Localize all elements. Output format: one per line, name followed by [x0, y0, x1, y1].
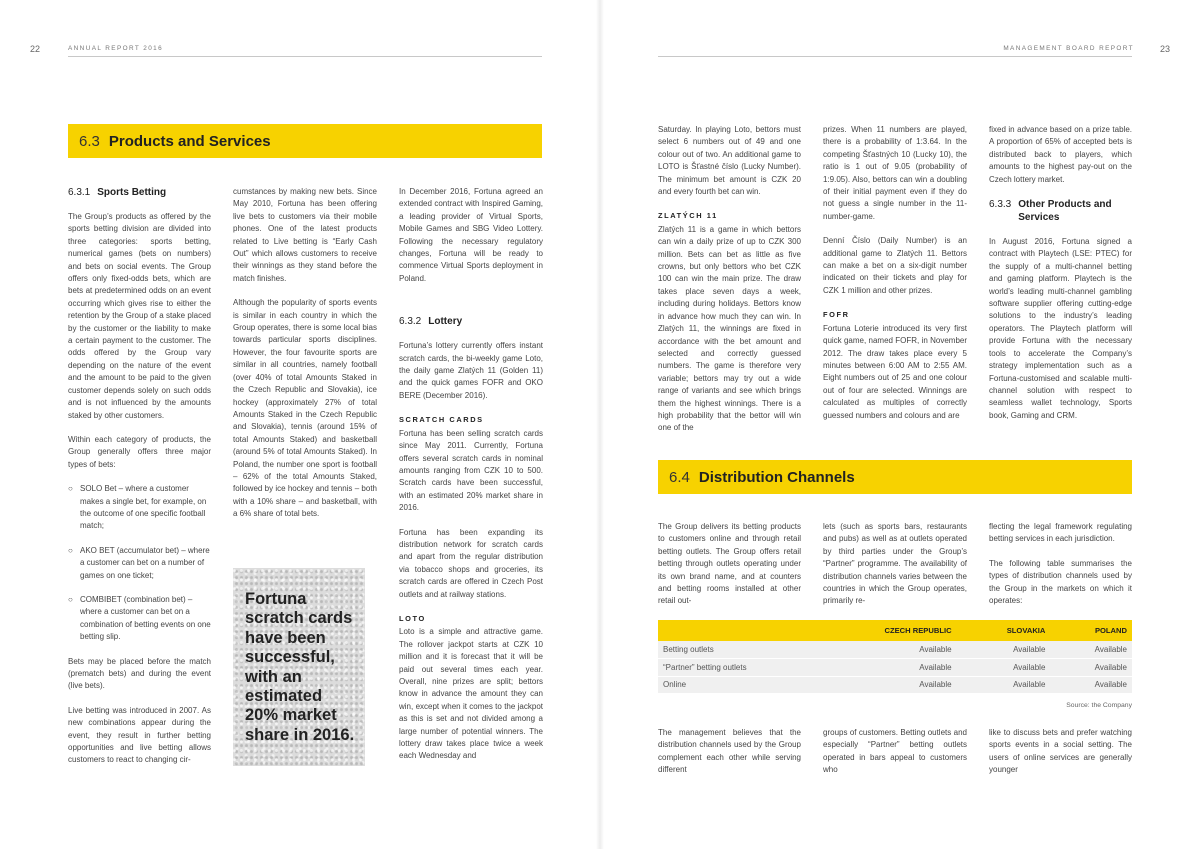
- right-column-1: [658, 124, 801, 432]
- section-title: Products and Services: [108, 132, 271, 150]
- header-rule-right: [658, 56, 1132, 57]
- paragraph: Loto is a simple and attractive game. The rollover jackpot starts at CZK 10 million and it is forecast that it will be paid out several times each year. Overall, nine prizes are split; bettors know in advance the amount they can win, except when it comes to the jackpot as this is set and not divided among a large number of potential winners. The lottery draw takes place twice a week each Wednesday and: [399, 627, 543, 761]
- subsection-heading-lottery: 6.3.2 Lottery: [399, 316, 463, 328]
- distribution-column-2: [823, 521, 967, 606]
- distribution-column-3: [989, 521, 1132, 606]
- header-rule-left: [68, 56, 542, 57]
- table-source-note: Source: the Company: [1066, 702, 1132, 709]
- paragraph: prizes. When 11 numbers are played, there is a probability of 1:3.64. In the competing Šťastných 10 (Lucky 10), the ratio is 1 out of 9.05 (probability of 1:9.05). Also, bettors can win a doubling of their initial payment even if they do not guess a single number in the 11-number-game.: [823, 125, 967, 221]
- table-header-cell: CZECH REPUBLIC: [808, 620, 957, 641]
- table-header-cell: SLOVAKIA: [957, 620, 1051, 641]
- paragraph: In August 2016, Fortuna signed a contract with Playtech (LSE: PTEC) for the supply of a multi-channel betting and gaming platform. Playtech is the world’s leading multi-channel gambling software supplier offering cutting-edge solutions to the industry’s leading operators. The Playtech platform will provide Fortuna with the necessary tools to accelerate the Company’s strategy implementation such as a Fortuna-customised and scalable multi-channel solution with respect to seamless wallet technology, Sports book, Gaming and CRM.: [989, 237, 1132, 420]
- table-cell: Online: [658, 676, 808, 694]
- page-number-right: 23: [1160, 44, 1171, 54]
- section-banner-products: [68, 124, 542, 158]
- paragraph: Although the popularity of sports events is similar in each country in which the Group operates, there is some local bias towards particular sports disciplines. However, the four favourite sports are similar in all countries, namely football (over 40% of total Amounts Staked in the Czech Republic and Slovakia), ice hockey (approximately 27% of total Amounts Staked in the Czech Republic and Slovakia), tennis (around 15% of total Amounts Staked) and basketball (around 5% of total Amounts Staked). In Poland, the number one sport is football – 62% of the total Amounts Staked, followed by ice hockey and tennis – both with a 10% share – and basketball, with a 6% share of total bets.: [233, 298, 377, 519]
- paragraph: Saturday. In playing Loto, bettors must select 6 numbers out of 49 and one colour out of two. An additional game to LOTO is Šťastné číslo (Lucky Number). The minimum bet amount is CZK 20 and every fourth bet can win.: [658, 125, 801, 197]
- distribution-channels-table: [658, 620, 1132, 694]
- page-number-left: 22: [30, 44, 41, 54]
- right-column-2: [823, 124, 967, 432]
- paragraph: Fortuna has been expanding its distribution network for scratch cards and apart from the regular distribution via tobacco shops and groceries, its scratch cards are offered in Czech Post outlets and at railway stations.: [399, 527, 543, 599]
- table-cell: Available: [957, 659, 1051, 677]
- table-header-row: [658, 620, 1132, 641]
- section-title: Distribution Channels: [698, 468, 855, 486]
- table-row: [658, 641, 1132, 659]
- running-header-right: MANAGEMENT BOARD REPORT: [1003, 45, 1134, 52]
- table-cell: Available: [1050, 676, 1132, 694]
- paragraph: Live betting was introduced in 2007. As new combinations appear during the event, they result in further betting opportunities and live betting allows customers to react to changing cir-: [68, 705, 211, 765]
- running-header-left: ANNUAL REPORT 2016: [68, 45, 164, 52]
- paragraph: The Group delivers its betting products to customers online and through retail betting outlets. The Group offers retail betting through outlets operating under its own brand name, and at counters and betting rooms installed at other retail out-: [658, 522, 801, 606]
- right-column-3: [989, 124, 1132, 432]
- table-cell: “Partner” betting outlets: [658, 659, 808, 677]
- paragraph: The following table summarises the types of distribution channels used by the Group in the markets on which it operates:: [989, 558, 1132, 606]
- table-cell: Available: [808, 676, 957, 694]
- paragraph: lets (such as sports bars, restaurants and pubs) as well as at outlets operated by third parties under the Group’s “Partner” programme. The availability of distribution channels varies between the countries in which the Group operates, primarily re-: [823, 522, 967, 606]
- subsection-heading-other-products: 6.3.3 Other Products and Services: [989, 199, 1112, 224]
- paragraph: Zlatých 11 is a game in which bettors can win a daily prize of up to CZK 300 million. Bets can bet as little as five crowns, but only bettors who bet CZK 100 can win the main prize. The draw takes place seven days a week, including during holidays. Bettors know in advance how much they can win. In Zlatých 11, the winnings are fixed in accordance with the bet amount and selected and correctly guessed numbers. The game is therefore very variable; bettors may try out a wide range of variants and see which brings them the highest winnings. There is a high probability that the bettor will win one of the: [658, 224, 801, 433]
- bullet-icon: ○: [68, 594, 73, 604]
- section-number: 6.4: [669, 468, 690, 486]
- left-column-2: [233, 186, 377, 556]
- caps-heading-loto: LOTO: [399, 613, 426, 623]
- caps-heading-scratch-cards: SCRATCH CARDS: [399, 415, 484, 425]
- paragraph: Fortuna’s lottery currently offers instant scratch cards, the bi-weekly game Loto, the daily game Zlatých 11 (Golden 11) and the quick games FOFR and OKO BERE (December 2016).: [399, 341, 543, 400]
- paragraph: fixed in advance based on a prize table. A proportion of 65% of accepted bets is distributed back to players, which amounts to the highest pay-out on the Czech lottery market.: [989, 125, 1132, 184]
- paragraph: Fortuna has been selling scratch cards since May 2011. Currently, Fortuna offers several scratch cards in nominal amounts ranging from CZK 10 to 500. Scratch cards have been successful, with an estimated 20% market share in 2016.: [399, 428, 543, 513]
- caps-heading-zlatych-11: ZLATÝCH 11: [658, 211, 718, 221]
- paragraph: In December 2016, Fortuna agreed an extended contract with Inspired Gaming, a leading provider of Virtual Sports, Mobile Games and SBG Video Lottery. Following the necessary regulatory changes, Fortuna will be ready to commence Virtual Sports deployment in Poland.: [399, 187, 543, 283]
- paragraph: The management believes that the distribution channels used by the Group complement each other while serving different: [658, 728, 801, 775]
- paragraph: flecting the legal framework regulating betting services in each jurisdiction.: [989, 522, 1132, 544]
- section-banner-distribution: [658, 460, 1132, 494]
- paragraph: The Group’s products as offered by the sports betting division are divided into three categories: sports betting, numerical games (bets on numbers) and bets on social events. The Group offers only fixed-odds bets, which are bets at predetermined odds on an event occurring which gives rise to either the retention by the Group of a stake placed by the customer or the liability to make a certain payment to the customer. The odds offered by the Group vary depending on the nature of the event and the amount to be paid to the given customer depends solely on such odds and is not influenced by the amounts staked by other customers.: [68, 212, 211, 420]
- table-cell: Available: [957, 676, 1051, 694]
- caps-heading-fofr: FOFR: [823, 310, 850, 320]
- paragraph: Within each category of products, the Group generally offers three major types of bets:: [68, 434, 211, 469]
- table-header-cell: [658, 620, 808, 641]
- table-cell: Available: [1050, 659, 1132, 677]
- paragraph: like to discuss bets and prefer watching sports events in a social setting. The users of online services are generally younger: [989, 728, 1132, 775]
- table-cell: Available: [957, 641, 1051, 659]
- table-cell: Betting outlets: [658, 641, 808, 659]
- paragraph: cumstances by making new bets. Since May 2010, Fortuna has been offering live bets to customers via their mobile phones. One of the latest products related to Live betting is “Early Cash Out” which allows customers to receive their winnings as they stand before the match finishes.: [233, 187, 377, 283]
- bullet-icon: ○: [68, 484, 73, 494]
- table-cell: Available: [808, 659, 957, 677]
- page-gutter: [596, 0, 604, 849]
- table-row: [658, 659, 1132, 677]
- table-cell: Available: [808, 641, 957, 659]
- left-column-1: [68, 186, 211, 771]
- paragraph: Fortuna Loterie introduced its very first quick game, named FOFR, in November 2012. The draw takes place every 5 minutes between 6:00 AM to 2:55 AM. Eight numbers out of 25 and one colour out of four are selected. Winnings are calculated as multiples of correctly guessed numbers and colours and are: [823, 323, 967, 420]
- distribution-column-1: [658, 521, 801, 606]
- bullet-item: ○ SOLO Bet – where a customer makes a single bet, for example, on the outcome of one specific football match;: [68, 483, 211, 533]
- bullet-icon: ○: [68, 545, 73, 555]
- subsection-heading-sports-betting: 6.3.1 Sports Betting: [68, 187, 167, 198]
- section-number: 6.3: [79, 132, 100, 150]
- bullet-item: ○ AKO BET (accumulator bet) – where a customer can bet on a number of games on one ticket;: [68, 545, 211, 582]
- table-header-cell: POLAND: [1050, 620, 1132, 641]
- paragraph: groups of customers. Betting outlets and especially “Partner” betting outlets operated in bars appeal to customers who: [823, 728, 967, 775]
- bottom-column-3: [989, 727, 1132, 775]
- bottom-column-2: [823, 727, 967, 775]
- pull-quote: Fortuna scratch cards have been successful, with an estimated 20% market share in 2016.: [233, 568, 365, 766]
- bottom-column-1: [658, 727, 801, 775]
- bullet-item: ○ COMBIBET (combination bet) – where a customer can bet on a combination of betting events on one betting slip.: [68, 594, 211, 644]
- paragraph: Denní Číslo (Daily Number) is an additional game to Zlatých 11. Bettors can make a bet on a six-digit number indicated on their tickets and play for CZK 1 million and other prizes.: [823, 236, 967, 295]
- table-row: [658, 676, 1132, 694]
- left-column-3: [399, 186, 543, 771]
- table-cell: Available: [1050, 641, 1132, 659]
- paragraph: Bets may be placed before the match (prematch bets) and during the event (live bets).: [68, 656, 211, 691]
